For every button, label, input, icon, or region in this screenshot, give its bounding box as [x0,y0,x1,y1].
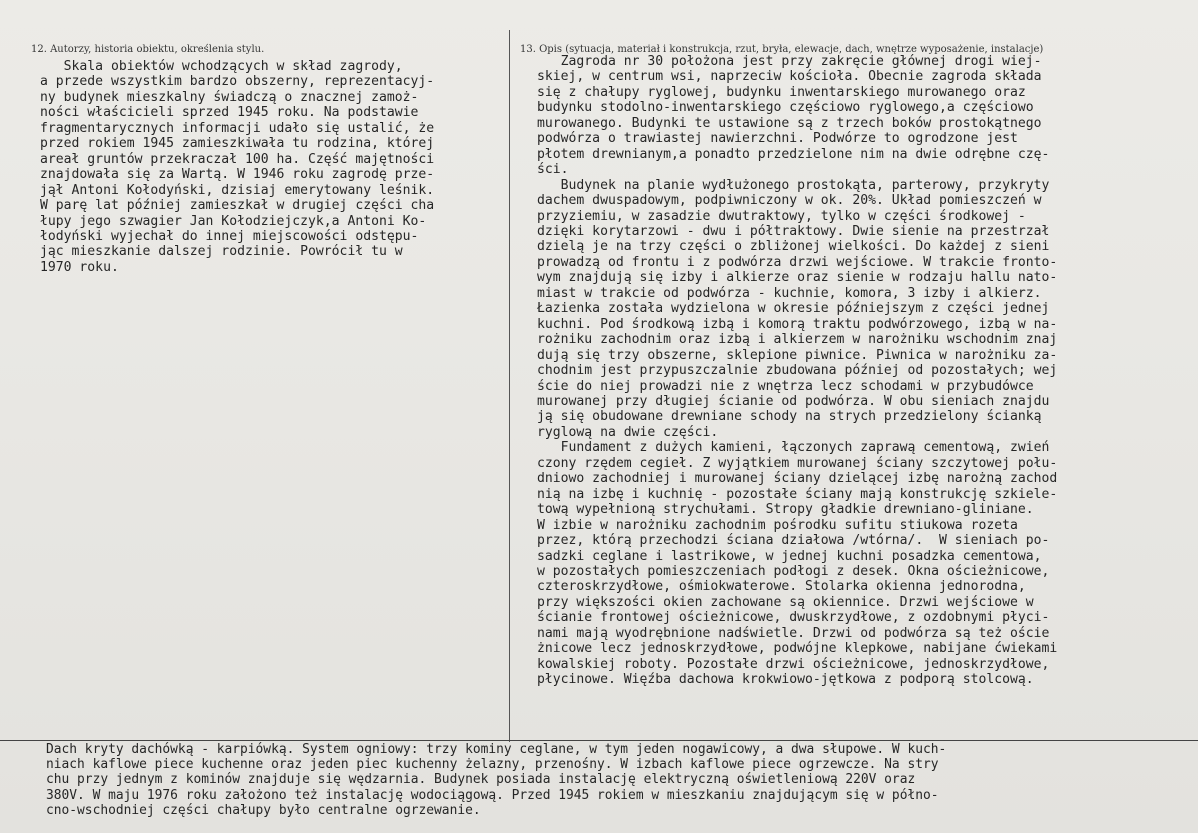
column-divider [509,30,510,742]
text-line: czony rzędem cegieł. Z wyjątkiem murowanej ściany szczytowej połu- [537,455,1058,471]
text-line: dzielą je na trzy części o zbliżonej wielkości. Do każdej z sieni [537,239,1050,255]
text-line: podwórza o trawiastej nawierzchni. Podwórze to ogrodzone jest [537,131,1018,147]
text-line: czteroskrzydłowe, ośmiokwaterowe. Stolarka okienna jednorodna, [537,579,1026,595]
text-line: fragmentarycznych informacji udało się ustalić, że [40,120,435,136]
text-line: Zagroda nr 30 położona jest przy zakręcie głównej drogi wiej- [537,54,1042,69]
text-line: dzięki korytarzowi - dwu i półtraktowy. Dwie sienie na przestrzał [537,223,1050,239]
text-line: ści. [537,162,569,178]
text-line: jął Antoni Kołodyński, dzisiaj emerytowany leśnik. [40,182,435,198]
text-line: dniowo zachodniej i murowanej ściany dzielącej izbę narożną zachod [537,471,1058,487]
text-line: płycinowe. Więźba dachowa krokwiowo-jętkowa z podporą stolcową. [537,672,1034,688]
text-line: sadzki ceglane i lastrikowe, w jednej kuchni posadzka cementowa, [537,548,1042,564]
section-divider [0,740,1198,741]
text-line: dują się trzy obszerne, sklepione piwnice. Piwnica w narożniku za- [537,347,1058,363]
text-line: a przede wszystkim bardzo obszerny, reprezentacyj- [40,74,435,90]
text-line: Łazienka została wydzielona w okresie późniejszym z części jednej [537,301,1050,317]
text-line: ście do niej prowadzi nie z wnętrza lecz schodami w przybudówce [537,378,1034,394]
text-line: ścianie frontowej ościeżnicowe, dwuskrzydłowe, z ozdobnymi płyci- [537,610,1050,626]
text-line: przy większości okien zachowane są okiennice. Drzwi wejściowe w [537,594,1034,610]
description-text [537,54,1057,688]
text-line: dachem dwuspadowym, podpiwniczony w ok. 20%. Układ pomieszczeń w [537,193,1042,209]
text-line: murowanego. Budynki te ustawione są z trzech boków prostokątnego [537,115,1042,131]
text-line: przed rokiem 1945 zamieszkiwała tu rodzina, której [40,136,435,152]
text-line: w pozostałych pomieszczeniach podłogi z desek. Okna ościeżnicowe, [537,563,1050,579]
text-line: niach kaflowe piece kuchenne oraz jeden piec kuchenny żelazny, przenośny. W izbach kaflowe piece ogrzewcze. Na stry [46,757,939,773]
text-line: ny budynek mieszkalny świadczą o znacznej zamoż- [40,89,419,105]
text-line: W izbie w narożniku zachodnim pośrodku sufitu stiukowa rozeta [537,517,1018,533]
text-line: Fundament z dużych kamieni, łączonych zaprawą cementową, zwień [537,440,1050,456]
text-line: miast w trakcie od podwórza - kuchnie, komora, 3 izby i alkierz. [537,285,1042,301]
text-line: W parę lat później zamieszkał w drugiej części cha [40,198,435,214]
text-line: się z chałupy ryglowej, budynku inwentarskiego murowanego oraz [537,84,1026,100]
text-line: ją się obudowane drewniane schody na strych przedzielony ścianką [537,409,1042,425]
text-line: rożniku zachodnim oraz izbą i alkierzem w narożniku wschodnim znaj [537,332,1058,348]
section-13-header: 13. Opis (sytuacja, materiał i konstrukcja, rzut, bryła, elewacje, dach, wnętrze wyposażenie, instalacje) [520,44,1044,55]
text-line: 380V. W maju 1976 roku założono też instalację wodociągową. Przed 1945 rokiem w mieszkaniu znajdującym się w półno- [46,787,939,803]
text-line: prowadzą od frontu i z podwórza drzwi wejściowe. W trakcie fronto- [537,254,1058,270]
text-line: nami mają wyodrębnione nadświetle. Drzwi od podwórza są też oście [537,625,1050,641]
text-line: 1970 roku. [40,259,119,275]
text-line: jąc mieszkanie dalszej rodzinie. Powrócił tu w [40,244,403,260]
section-12-header: 12. Autorzy, historia obiektu, określenia stylu. [31,44,265,55]
text-line: kuchni. Pod środkową izbą i komorą traktu podwórzowego, izbą w na- [537,316,1058,332]
text-line: znajdowała się za Wartą. W 1946 roku zagrodę prze- [40,167,435,183]
text-line: cno-wschodniej części chałupy było centralne ogrzewanie. [46,802,481,818]
text-line: wym znajdują się izby i alkierze oraz sienie w rodzaju hallu nato- [537,270,1058,286]
text-line: tową wypełnioną strychułami. Stropy gładkie drewniano-gliniane. [537,502,1034,518]
text-line: nią na izbę i kuchnię - pozostałe ściany mają konstrukcję szkiele- [537,486,1058,502]
continuation-text [46,742,946,818]
text-line: kowalskiej roboty. Pozostałe drzwi ościeżnicowe, jednoskrzydłowe, [537,656,1050,672]
text-line: Budynek na planie wydłużonego prostokąta, parterowy, przykryty [537,177,1050,193]
text-line: areał gruntów przekraczał 100 ha. Część majętności [40,151,435,167]
text-line: Skala obiektów wchodzących w skład zagrody, [40,59,403,74]
text-line: ności właścicieli sprzed 1945 roku. Na podstawie [40,105,419,121]
text-line: ryglową na dwie części. [537,424,719,440]
text-line: płotem drewnianym,a ponadto przedzielone nim na dwie odrębne czę- [537,146,1050,162]
text-line: łupy jego szwagier Jan Kołodziejczyk,a Antoni Ko- [40,213,427,229]
text-line: budynku stodolno-inwentarskiego częściowo ryglowego,a częściowo [537,100,1034,116]
history-text [40,59,434,275]
text-line: przyziemiu, w zasadzie dwutraktowy, tylko w części środkowej - [537,208,1026,224]
text-line: przez, którą przechodzi ściana działowa /wtórna/. W sieniach po- [537,533,1050,549]
text-line: skiej, w centrum wsi, naprzeciw kościoła. Obecnie zagroda składa [537,69,1042,85]
text-line: chu przy jednym z kominów znajduje się wędzarnia. Budynek posiada instalację elektryczną oświetleniową 220V oraz [46,772,916,788]
text-line: łodyński wyjechał do innej miejscowości odstępu- [40,228,419,244]
text-line: Dach kryty dachówką - karpiówką. System ogniowy: trzy kominy ceglane, w tym jeden nogawicowy, a dwa słupowe. W kuch- [46,742,947,757]
text-line: żnicowe lecz jednoskrzydłowe, podwójne klepkowe, nabijane ćwiekami [537,641,1058,657]
text-line: murowanej przy długiej ścianie od podwórza. W obu sieniach znajdu [537,393,1050,409]
text-line: chodnim jest przypuszczalnie zbudowana później od pozostałych; wej [537,363,1058,379]
